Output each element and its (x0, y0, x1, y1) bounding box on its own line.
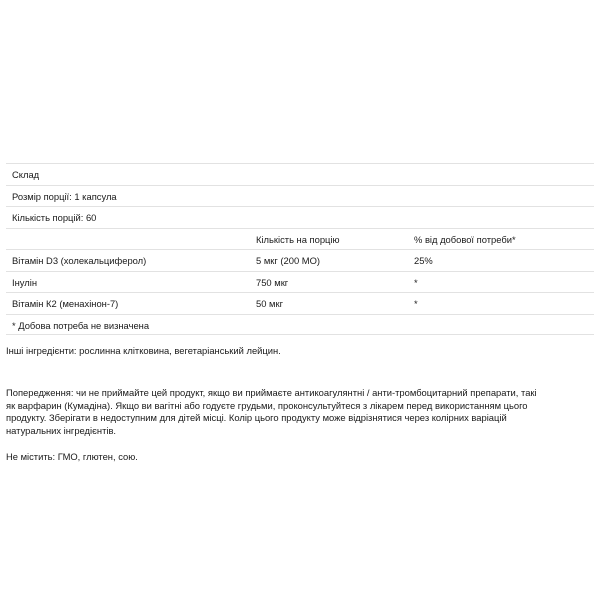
daily-value-header: % від добової потреби* (414, 233, 516, 245)
other-ingredients (6, 345, 590, 358)
servings-per-container: Кількість порцій: 60 (12, 212, 97, 223)
free-from (6, 451, 590, 464)
nutrient-amount: 750 мкг (256, 276, 289, 288)
serving-size: Розмір порції: 1 капсула (12, 190, 117, 202)
nutrient-row (6, 271, 594, 293)
nutrient-amount: 50 мкг (256, 298, 283, 309)
daily-value-footnote: * Добова потреба не визначена (12, 319, 150, 331)
warning-line: Попередження: чи не приймайте цей продукт, якщо ви приймаєте антикоагулянтні / анти-тромбоцитарний препарати, такі (6, 387, 537, 398)
nutrient-daily-value: * (414, 276, 418, 288)
free-from-text: Не містить: ГМО, глютен, сою. (6, 451, 138, 462)
servings-per-container-row (6, 206, 594, 228)
supplement-facts-table (6, 163, 594, 335)
facts-header-row (6, 228, 594, 250)
nutrient-row (6, 249, 594, 271)
other-ingredients-text: Інші інгредієнти: рослинна клітковина, вегетаріанський лейцин. (6, 345, 281, 356)
nutrient-daily-value: * (414, 298, 418, 309)
facts-title: Склад (12, 169, 40, 180)
warning-line: натуральних інгредієнтів. (6, 424, 117, 436)
footnote-row (6, 314, 594, 336)
warning-line: продукту. Зберігати в недоступним для дітей місці. Колір цього продукту може відрізнятися через колірних варіацій (6, 412, 507, 424)
serving-size-row (6, 185, 594, 207)
warning-line: як варфарин (Кумадіна). Якщо ви вагітні або годуєте грудьми, проконсультуйтеся з лікарем перед використанням цього (6, 399, 528, 411)
nutrient-name: Інулін (12, 276, 37, 288)
amount-per-serving-header: Кількість на порцію (256, 233, 340, 245)
warning-block (6, 387, 590, 437)
nutrient-daily-value: 25% (414, 255, 433, 266)
nutrient-name: Вітамін D3 (холекальциферол) (12, 255, 147, 266)
facts-title-row (6, 163, 594, 185)
nutrient-name: Вітамін К2 (менахінон-7) (12, 298, 119, 309)
nutrient-row (6, 292, 594, 314)
nutrient-amount: 5 мкг (200 МО) (256, 255, 320, 266)
